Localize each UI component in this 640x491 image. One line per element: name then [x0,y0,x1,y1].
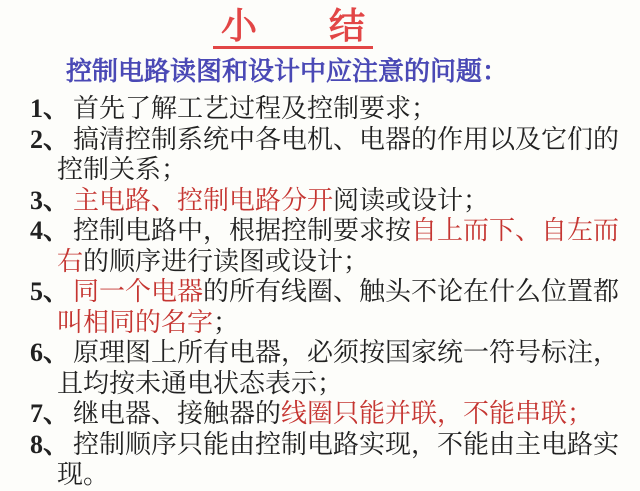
list-item [0,338,640,399]
text-segment: 控制关系； [57,155,188,184]
item-number: 3、 [30,185,70,215]
text-segment: 阅读或设计； [333,185,490,215]
text-segment: 自上而下、自左而 [411,216,620,245]
text-segment: 继电器、接触器的 [73,399,282,428]
text-segment: 同一个电器 [73,277,204,306]
item-number: 7、 [30,399,70,428]
text-segment: 右 [57,246,84,276]
item-number: 1、 [30,94,70,123]
text-segment: 首先了解工艺过程及控制要求； [73,94,438,123]
text-segment: 的所有线圈、触头不论在什么位置都 [203,277,620,306]
text-segment: 搞清控制系统中各电机、电器的作用以及它们的 [73,124,620,154]
list-item [0,94,640,125]
slide-title: 小 结 [213,7,373,49]
text-segment: 线圈只能并联，不能串联； [281,399,594,428]
text-segment: 控制电路中，根据控制要求按 [73,216,412,245]
list-item [0,125,640,186]
list-item [0,430,640,491]
item-number: 2、 [30,124,70,154]
item-number: 6、 [30,338,70,367]
text-segment: 叫相同的名字 [57,307,214,337]
list-item [0,216,640,277]
text-segment: ； [213,307,240,337]
title-wrap [0,7,640,49]
item-number: 5、 [30,277,70,306]
summary-list [0,94,640,491]
text-segment: 控制顺序只能由控制电路实现，不能由主电路实现。 [57,429,620,489]
text-segment: 主电路、控制电路分开 [73,185,334,215]
item-number: 4、 [30,216,70,245]
list-item [0,399,640,430]
text-segment: 且均按未通电状态表示； [57,368,344,398]
item-number: 8、 [30,429,70,459]
summary-slide [0,6,640,489]
list-item [0,186,640,217]
text-segment: 的顺序进行读图或设计； [83,246,370,276]
slide-subtitle: 控制电路读图和设计中应注意的问题： [66,57,509,86]
text-segment: 原理图上所有电器，必须按国家统一符号标注， [73,338,620,367]
list-item [0,277,640,338]
